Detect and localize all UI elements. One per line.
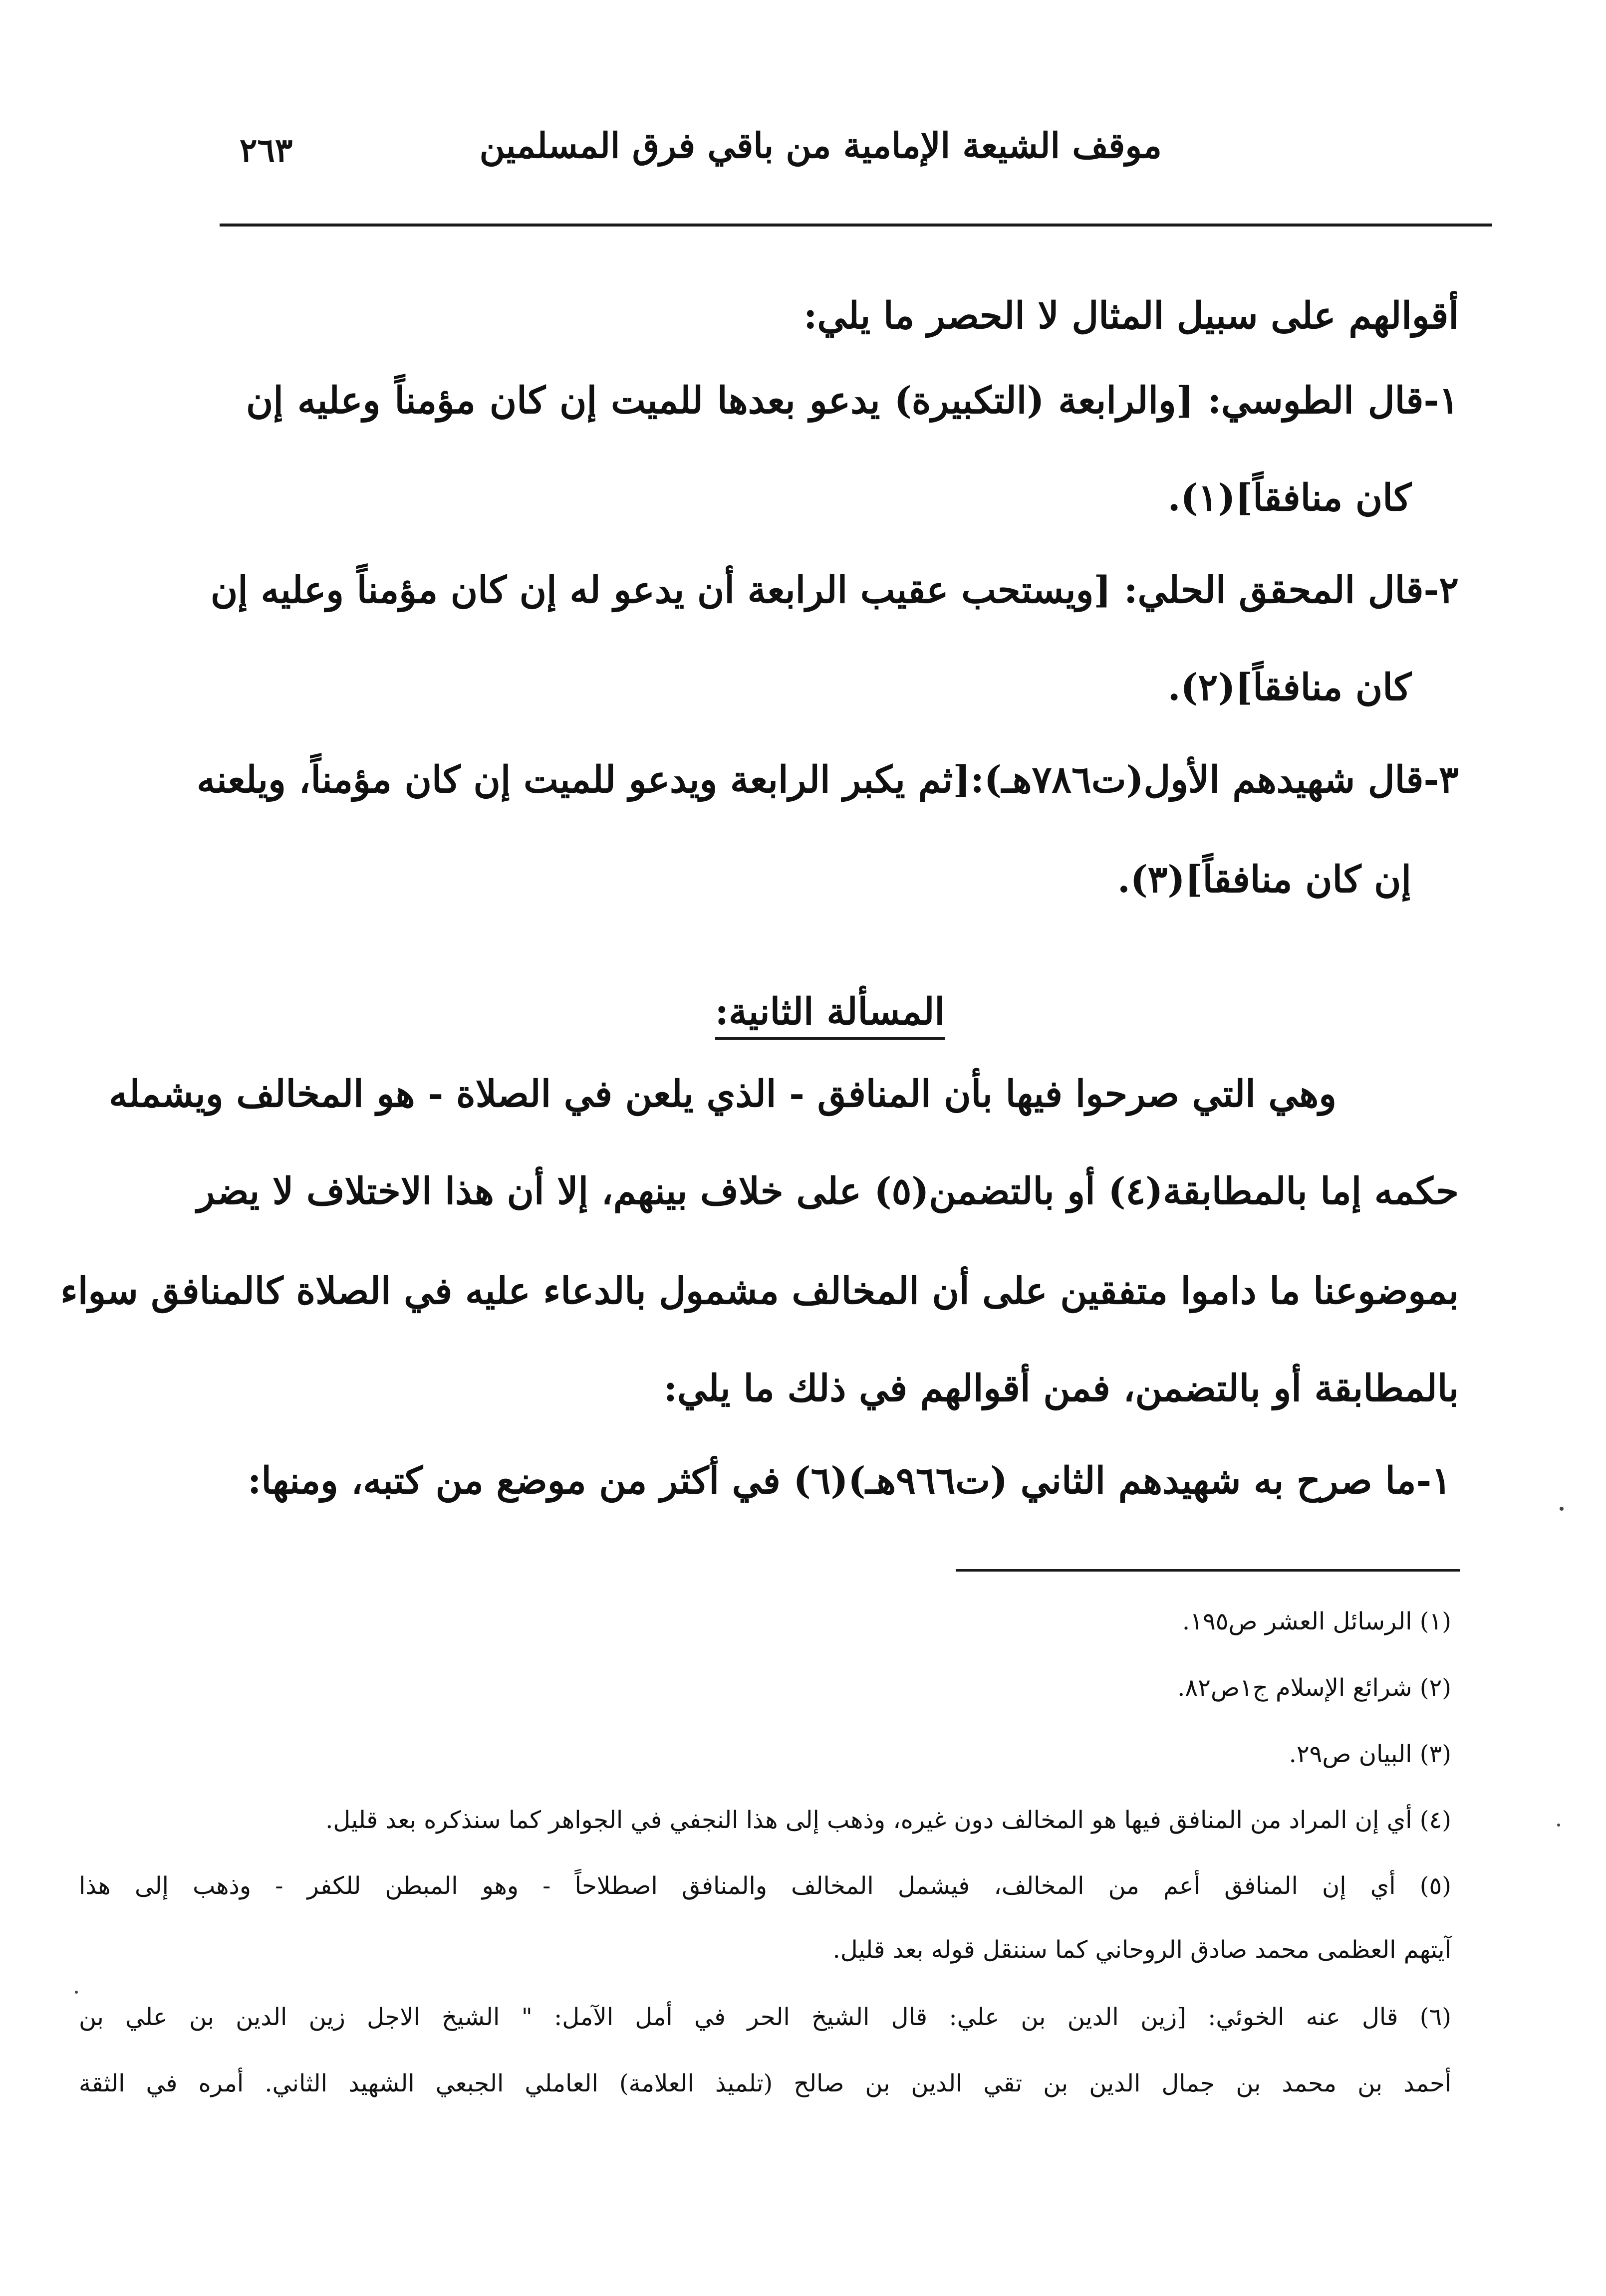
header-rule: [220, 224, 1492, 227]
footnote-5-line1: (٥) أي إن المنافق أعم من المخالف، فيشمل المخالف والمنافق اصطلاحاً - وهو المبطن للكفر - وذهب إلى هذا: [79, 1872, 1451, 1900]
footnote-rule: [956, 1569, 1460, 1572]
item1-line1: ١-قال الطوسي: [والرابعة (التكبيرة) يدعو بعدها للميت إن كان مؤمناً وعليه إن: [246, 379, 1459, 422]
footnote-6-line2: أحمد بن محمد بن جمال الدين بن تقي الدين بن صالح (تلميذ العلامة) العاملي الجبعي الشهيد الثاني. أمره في الثقة: [79, 2069, 1451, 2097]
scan-speck: [75, 1991, 78, 1994]
footnote-4: (٤) أي إن المراد من المنافق فيها هو المخالف دون غيره، وذهب إلى هذا النجفي في الجواهر كما سنذكره بعد قليل.: [325, 1806, 1451, 1834]
scan-speck: [1557, 1824, 1560, 1827]
item2-line2: كان منافقاً](٢).: [1167, 666, 1411, 709]
item2-line1: ٢-قال المحقق الحلي: [ويستحب عقيب الرابعة أن يدعو له إن كان مؤمناً وعليه إن: [210, 569, 1459, 612]
paragraph-line4: بالمطابقة أو بالتضمن، فمن أقوالهم في ذلك ما يلي:: [663, 1367, 1459, 1410]
footnote-1: (١) الرسائل العشر ص١٩٥.: [1182, 1607, 1451, 1635]
section-heading-wrap: [715, 990, 945, 1040]
footnote-2: (٢) شرائع الإسلام ج١ص٨٢.: [1177, 1674, 1451, 1702]
paragraph-line1: وهي التي صرحوا فيها بأن المنافق - الذي يلعن في الصلاة - هو المخالف ويشمله: [109, 1073, 1337, 1116]
footnote-3: (٣) البيان ص٢٩.: [1289, 1740, 1451, 1768]
item1-line2: كان منافقاً](١).: [1167, 476, 1411, 519]
item3-line2: إن كان منافقاً](٣).: [1117, 858, 1411, 901]
scan-speck: [1560, 1507, 1564, 1511]
section-heading: المسألة الثانية:: [715, 990, 945, 1040]
item3-line1: ٣-قال شهيدهم الأول(ت٧٨٦هـ):[ثم يكبر الرابعة ويدعو للميت إن كان مؤمناً، ويلعنه: [197, 758, 1459, 801]
running-title: موقف الشيعة الإمامية من باقي فرق المسلمين: [479, 125, 1162, 166]
paragraph-line3: بموضوعنا ما داموا متفقين على أن المخالف مشمول بالدعاء عليه في الصلاة كالمنافق سواء: [60, 1270, 1459, 1313]
paragraph-item1: ١-ما صرح به شهيدهم الثاني (ت٩٦٦هـ)(٦) في أكثر من موضع من كتبه، ومنها:: [248, 1459, 1451, 1502]
footnote-5-line2: آيتهم العظمى محمد صادق الروحاني كما سننقل قوله بعد قليل.: [832, 1936, 1451, 1964]
intro-line: أقوالهم على سبيل المثال لا الحصر ما يلي:: [803, 294, 1459, 337]
footnote-6-line1: (٦) قال عنه الخوئي: [زين الدين بن علي: قال الشيخ الحر في أمل الآمل: " الشيخ الاجل زين الدين بن علي بن: [79, 2003, 1451, 2031]
paragraph-line2: حكمه إما بالمطابقة(٤) أو بالتضمن(٥) على خلاف بينهم، إلا أن هذا الاختلاف لا يضر: [197, 1170, 1459, 1213]
page-number: ٢٦٣: [240, 131, 293, 170]
